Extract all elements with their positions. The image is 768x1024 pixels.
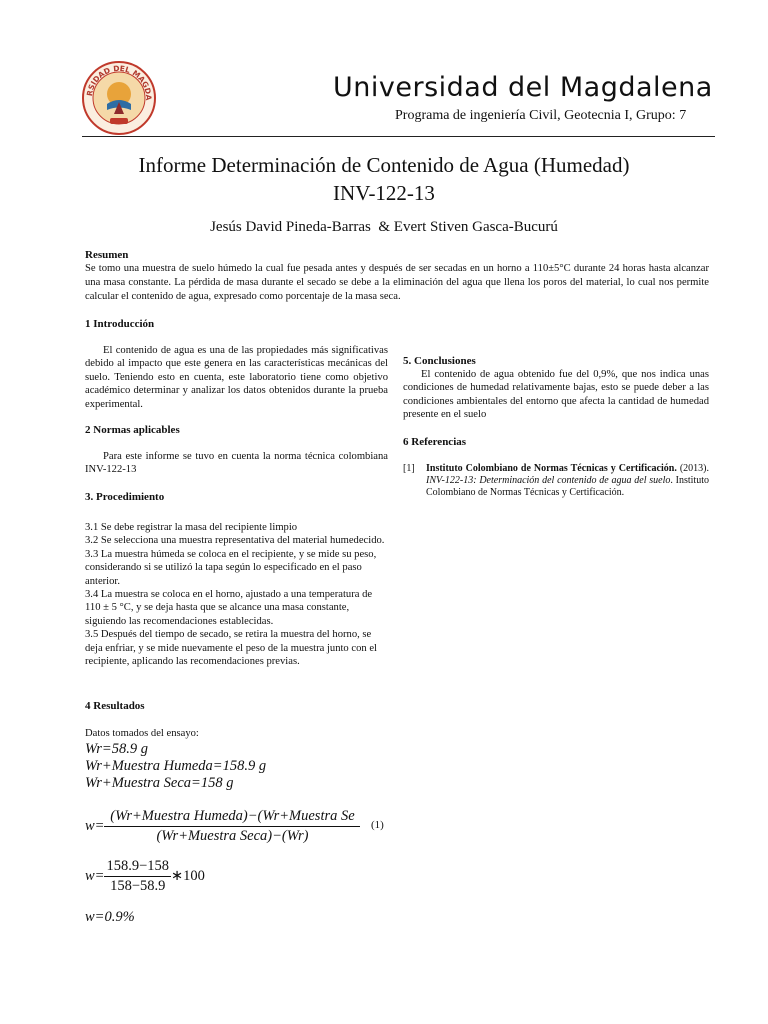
reference-author: Instituto Colombiano de Normas Técnicas y Certificación. <box>426 463 677 474</box>
procedure-step: 3.3 La muestra húmeda se coloca en el recipiente, y se mide su peso, considerando si se utilizó la tapa según lo especificado en el paso anterior. <box>85 548 377 587</box>
equation-dry: Wr+Muestra Seca=158 g <box>85 775 234 791</box>
intro-heading: 1 Introducción <box>85 318 155 330</box>
calc-denominator: 158−58.9 <box>110 877 166 894</box>
norms-heading: 2 Normas aplicables <box>85 424 180 436</box>
calculation <box>85 856 205 896</box>
formula-numerator: (Wr+Muestra Humeda)−(Wr+Muestra Se <box>104 808 360 827</box>
results-heading: 4 Resultados <box>85 700 145 712</box>
procedure-step: 3.1 Se debe registrar la masa del recipiente limpio <box>85 522 298 533</box>
norms-text: Para este informe se tuvo en cuenta la norma técnica colombiana INV-122-13 <box>85 451 388 476</box>
results-intro: Datos tomados del ensayo: <box>85 728 199 739</box>
procedure-step: 3.4 La muestra se coloca en el horno, ajustado a una temperatura de 110 ± 5 °C, y se deja hasta que se alcance una masa constante, siguiendo las recomendaciones establecidas. <box>85 589 373 627</box>
abstract-text: Se tomo una muestra de suelo húmedo la cual fue pesada antes y después de ser secadas en un horno a 110±5°C durante 24 horas hasta alcanzar una masa constante. La pérdida de masa durante el secado se debe a la eliminación del agua que llena los poros del material, lo cual nos permite calcular el contenido de agua, expresado como porcentaje de la masa seca. <box>85 263 709 302</box>
references-heading: 6 Referencias <box>403 436 467 448</box>
formula-moisture <box>85 804 360 848</box>
abstract-heading: Resumen <box>85 249 129 261</box>
program-line: Programa de ingeniería Civil, Geotecnia I, Grupo: 7 <box>395 108 687 123</box>
formula-denominator: (Wr+Muestra Seca)−(Wr) <box>156 827 309 844</box>
procedure-steps <box>85 521 388 668</box>
equation-wr: Wr=58.9 g <box>85 741 148 757</box>
calc-numerator: 158.9−158 <box>104 858 171 877</box>
reference-publisher: . Instituto Colombiano de Normas Técnicas y Certificación. <box>426 475 709 498</box>
university-logo <box>80 58 158 136</box>
report-code: INV-122-13 <box>333 181 435 205</box>
authors: Jesús David Pineda-Barras & Evert Stiven Gasca-Bucurú <box>210 219 558 235</box>
formula-fraction <box>104 808 360 845</box>
reference-title: INV-122-13: Determinación del contenido de agua del suelo <box>426 475 671 486</box>
university-name: Universidad del Magdalena <box>333 72 713 103</box>
intro-text: El contenido de agua es una de las propiedades más significativas debido al impacto que este genera en las características mecánicas del suelo. Teniendo esto en cuenta, este laboratorio tiene como objetivo académico determinar y analizar los datos obtenidos durante la prueba experimental. <box>85 345 388 410</box>
calc-lhs: w= <box>85 867 105 884</box>
reference-entry <box>426 463 709 499</box>
formula-lhs: w= <box>85 817 105 834</box>
formula-number: (1) <box>371 819 384 831</box>
conclusions-heading: 5. Conclusiones <box>403 355 476 367</box>
conclusions-text: El contenido de agua obtenido fue del 0,9%, que nos indica unas condiciones de humedad relativamente bajas, esto se puede deber a las condiciones ambientales del entorno que afecta la cantidad de humedad presente en el suelo <box>403 369 709 421</box>
calc-multiplier: ∗100 <box>171 867 205 884</box>
result-value: w=0.9% <box>85 909 135 925</box>
equation-wet: Wr+Muestra Humeda=158.9 g <box>85 758 267 774</box>
logo-lettering: RSIDAD DEL MAGDA <box>84 63 154 101</box>
procedure-heading: 3. Procedimiento <box>85 491 165 503</box>
reference-number: [1] <box>403 463 415 474</box>
header-divider <box>82 136 715 137</box>
procedure-step: 3.5 Después del tiempo de secado, se retira la muestra del horno, se deja enfriar, y se mide nuevamente el peso de la muestra junto con el recipiente, aplicando las recomendaciones previas. <box>85 629 377 668</box>
report-title: Informe Determinación de Contenido de Agua (Humedad) <box>138 153 630 177</box>
calc-fraction <box>104 858 171 895</box>
procedure-step: 3.2 Se selecciona una muestra representativa del material humedecido. <box>85 535 385 547</box>
reference-year: (2013). <box>676 463 709 474</box>
